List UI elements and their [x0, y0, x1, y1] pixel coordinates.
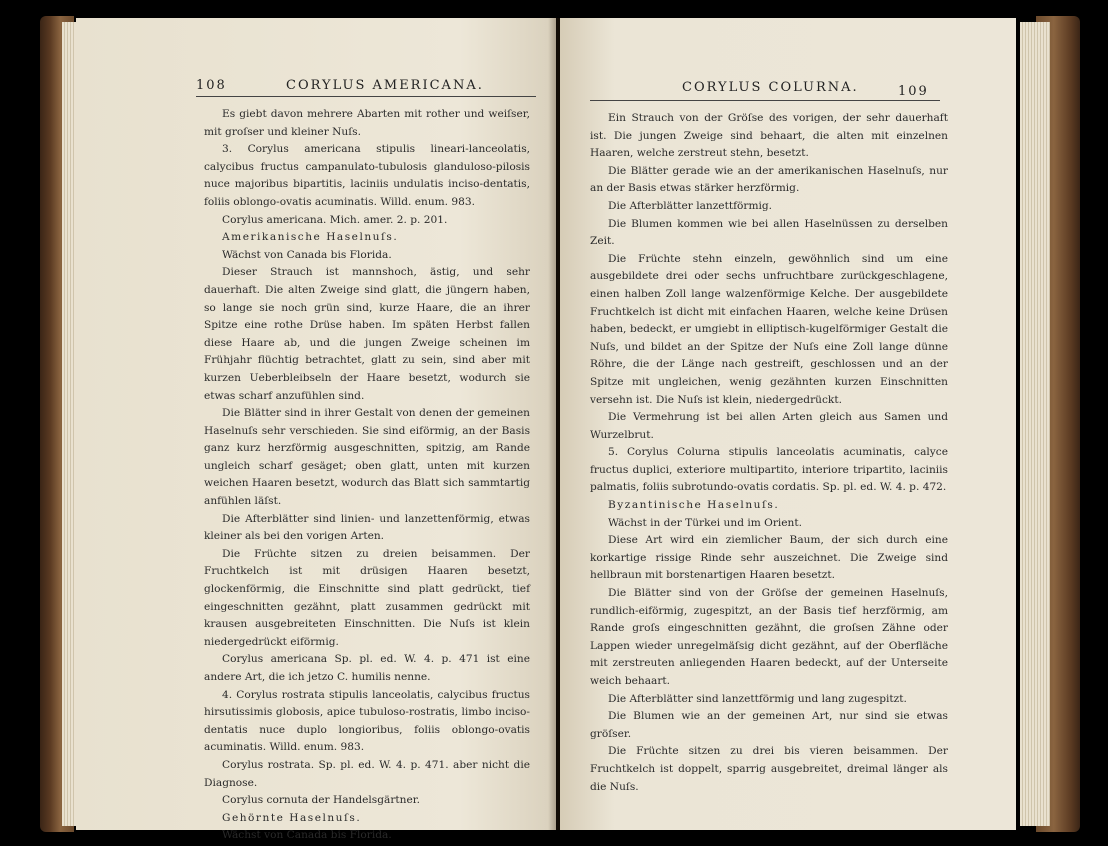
paragraph: Die Früchte sitzen zu dreien beisammen. Der Fruchtkelch ist mit drüsigen Haaren besetzt, glockenförmig, die Einschnitte sind platt gedrückt, tief eingeschnitten gezähnt, platt zusammen gedrückt mit krausen ausgebreiteten Einschnitten. Die Nuſs ist klein niedergedrückt eiförmig.	[204, 547, 530, 648]
left-running-head: CORYLUS AMERICANA.	[286, 78, 484, 93]
right-running-head: CORYLUS COLURNA.	[682, 80, 859, 95]
paragraph: Gehörnte Haselnuſs.	[222, 811, 362, 824]
paragraph: Die Früchte stehn einzeln, gewöhnlich sind um eine ausgebildete drei oder sechs unfruchtbare zurückgeschlagene, einen halben Zoll lange walzenförmige Kelche. Der ausgebildete Fruchtkelch ist dicht mit einfachen Haaren, welche keine Drüsen haben, bedeckt, er umgiebt in elliptisch-kugelförmiger Gestalt die Nuſs, und bildet an der Spitze der Nuſs eine Zoll lange dünne Röhre, die der Länge nach gestreift, geschlossen und an der Spitze mit ungleichen, wenig gezähnten kurzen Einschnitten versehn ist. Die Nuſs ist klein, niedergedrückt.	[590, 252, 948, 406]
paragraph: Dieser Strauch ist mannshoch, ästig, und sehr dauerhaft. Die alten Zweige sind glatt, die jüngern haben, so lange sie noch grün sind, kurze Haare, die an ihrer Spitze eine rothe Drüse haben. Im späten Herbst fallen diese Haare ab, und die jungen Zweige scheinen im Frühjahr flüchtig betrachtet, glatt zu sein, sind aber mit kurzen Ueberbleibseln der Haare besetzt, wodurch sie etwas scharf anzufühlen sind.	[204, 266, 530, 402]
open-book	[40, 8, 1080, 840]
paragraph: Corylus americana Sp. pl. ed. W. 4. p. 471 ist eine andere Art, die ich jetzo C. humilis nenne.	[204, 653, 530, 683]
left-page-number: 108	[196, 78, 227, 93]
paragraph: Die Früchte sitzen zu drei bis vieren beisammen. Der Fruchtkelch ist doppelt, sparrig ausgebreitet, dreimal länger als die Nuſs.	[590, 745, 948, 793]
paragraph: Die Blumen wie an der gemeinen Art, nur sind sie etwas gröſser.	[590, 710, 948, 740]
paragraph: Die Vermehrung ist bei allen Arten gleich aus Samen und Wurzelbrut.	[590, 411, 948, 441]
right-body-text	[590, 110, 948, 796]
paragraph: Die Afterblätter lanzettförmig.	[608, 199, 773, 212]
paragraph: Die Afterblätter sind lanzettförmig und lang zugespitzt.	[608, 692, 907, 705]
paragraph: Diese Art wird ein ziemlicher Baum, der sich durch eine korkartige rissige Rinde sehr auszeichnet. Die Zweige sind hellbraun mit borstenartigen Haaren besetzt.	[590, 534, 948, 582]
right-page-number: 109	[898, 84, 929, 99]
paragraph: Die Blumen kommen wie bei allen Haselnüssen zu derselben Zeit.	[590, 217, 948, 248]
paragraph: Corylus rostrata. Sp. pl. ed. W. 4. p. 471. aber nicht die Diagnose.	[204, 758, 530, 789]
paragraph: Die Blätter sind von der Gröſse der gemeinen Haselnuſs, rundlich-eiförmig, zugespitzt, an der Basis tief herzförmig, am Rande groſs eingeschnitten gezähnt, die groſsen Zähne oder Lappen wieder unregelmäſsig dicht gezähnt, auf der Oberfläche mit zerstreuten anliegenden Haaren bedeckt, auf der Unterseite weich behaart.	[590, 587, 948, 687]
paragraph: 4. Corylus rostrata stipulis lanceolatis, calycibus fructus hirsutissimis globosis, apice tubuloso-rostratis, limbo inciso-dentatis nuce duplo longioribus, foliis oblongo-ovatis acuminatis. Willd. enum. 983.	[204, 688, 530, 754]
paragraph: Die Afterblätter sind linien- und lanzettenförmig, etwas kleiner als bei den vorigen Arten.	[204, 512, 530, 543]
paragraph: Die Blätter gerade wie an der amerikanischen Haselnuſs, nur an der Basis etwas stärker herzförmig.	[590, 164, 948, 195]
right-page	[560, 18, 1016, 830]
page-edges-right	[1020, 22, 1050, 826]
paragraph: Ein Strauch von der Gröſse des vorigen, der sehr dauerhaft ist. Die jungen Zweige sind behaart, die alten mit einzelnen Haaren, welche zerstreut stehn, besetzt.	[590, 112, 948, 160]
paragraph: Amerikanische Haselnuſs.	[222, 231, 399, 244]
left-head-rule	[196, 96, 536, 97]
paragraph: Byzantinische Haselnuſs.	[608, 499, 780, 512]
paragraph: Die Blätter sind in ihrer Gestalt von denen der gemeinen Haselnuſs sehr verschieden. Sie sind eiförmig, an der Basis ganz kurz herzförmig ausgeschnitten, spitzig, am Rande ungleich scharf gesäget; oben glatt, unten mit kurzen weichen Haaren besetzt, wodurch das Blatt sich sammtartig anfühlen läſst.	[204, 407, 530, 508]
paragraph: Corylus americana. Mich. amer. 2. p. 201.	[222, 213, 448, 226]
paragraph: Es giebt davon mehrere Abarten mit rother und weiſser, mit groſser und kleiner Nuſs.	[204, 108, 530, 138]
left-body-text	[204, 106, 530, 845]
left-page	[76, 18, 556, 842]
paragraph: 5. Corylus Colurna stipulis lanceolatis acuminatis, calyce fructus duplici, exteriore multipartito, interiore tripartito, laciniis palmatis, foliis subrotundo-ovatis cordatis. Sp. pl. ed. W. 4. p. 472.	[590, 446, 948, 494]
paragraph: Wächst von Canada bis Florida.	[222, 829, 392, 842]
paragraph: Corylus cornuta der Handelsgärtner.	[222, 794, 421, 807]
paragraph: 3. Corylus americana stipulis lineari-lanceolatis, calycibus fructus campanulato-tubulosis glanduloso-pilosis nuce majoribus bipartitis, laciniis undulatis inciso-dentatis, foliis oblongo-ovatis acuminatis. Willd. enum. 983.	[204, 143, 530, 208]
right-head-rule	[590, 100, 940, 101]
paragraph: Wächst von Canada bis Florida.	[222, 248, 392, 261]
paragraph: Wächst in der Türkei und im Orient.	[608, 516, 803, 529]
